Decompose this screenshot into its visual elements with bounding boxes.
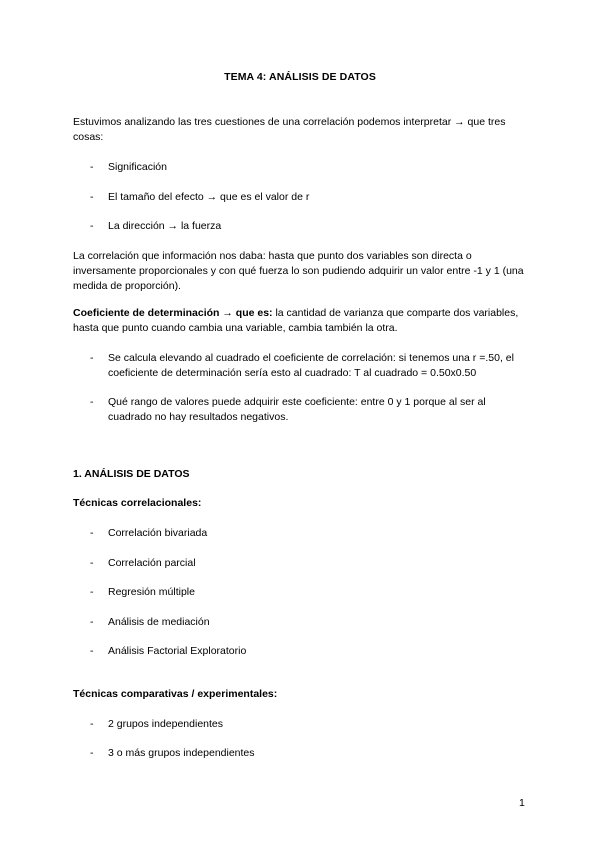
list-item — [90, 160, 530, 175]
bullet-dash: - — [90, 527, 94, 539]
list-item-text: El tamaño del efecto → que es el valor de r — [108, 191, 310, 203]
list-item-text: Se calcula elevando al cuadrado el coeficiente de correlación: si tenemos una r =.50, el coeficiente de determinación sería esto al cuadrado: T al cuadrado = 0.50x0.50 — [108, 352, 514, 379]
list-item — [90, 746, 530, 761]
list-item — [90, 644, 530, 659]
list-item — [90, 585, 530, 600]
list-item-text: Análisis Factorial Exploratorio — [108, 645, 247, 657]
bullet-dash: - — [90, 191, 94, 203]
list-item — [90, 556, 530, 571]
page-number: 1 — [519, 797, 525, 809]
determination-text: la cantidad de varianza que comparte dos variables, hasta que punto cuando cambia una variable, cambia también la otra. — [73, 307, 519, 334]
list-item — [90, 615, 530, 630]
list-item-text: Regresión múltiple — [108, 586, 195, 598]
bullet-dash: - — [90, 616, 94, 628]
intro-paragraph: Estuvimos analizando las tres cuestiones de una correlación podemos interpretar → que tres cosas: — [73, 116, 506, 143]
correlation-paragraph: La correlación que información nos daba: hasta que punto dos variables son directa o inversamente proporcionales y con qué fuerza lo son pudiendo adquirir un valor entre -1 y 1 (una medida de proporción). — [73, 250, 524, 292]
section-heading: 1. ANÁLISIS DE DATOS — [73, 468, 190, 480]
bullet-dash: - — [90, 396, 94, 408]
list-item-text: La dirección → la fuerza — [108, 220, 222, 232]
determination-term: Coeficiente de determinación → que es: — [73, 307, 273, 319]
bullet-dash: - — [90, 220, 94, 232]
bullet-dash: - — [90, 645, 94, 657]
bullet-dash: - — [90, 747, 94, 759]
bullet-dash: - — [90, 352, 94, 364]
list-item-text: Qué rango de valores puede adquirir este coeficiente: entre 0 y 1 porque al ser al cuadrado no hay resultados negativos. — [108, 396, 486, 423]
bullet-dash: - — [90, 586, 94, 598]
list-item — [90, 717, 530, 732]
list-item-text: Correlación parcial — [108, 557, 196, 569]
list-item — [90, 526, 530, 541]
bullet-dash: - — [90, 557, 94, 569]
list-item-text: 2 grupos independientes — [108, 718, 224, 730]
list-item — [90, 351, 530, 381]
list-item — [90, 190, 530, 205]
list-item — [90, 219, 530, 234]
bullet-dash: - — [90, 161, 94, 173]
subsection-heading: Técnicas correlacionales: — [73, 497, 202, 509]
list-item-text: Significación — [108, 161, 167, 173]
list-item — [90, 395, 530, 425]
list-item-text: Correlación bivariada — [108, 527, 208, 539]
list-item-text: Análisis de mediación — [108, 616, 210, 628]
page-title: TEMA 4: ANÁLISIS DE DATOS — [224, 71, 376, 83]
subsection-heading: Técnicas comparativas / experimentales: — [73, 688, 278, 700]
determination-paragraph — [73, 306, 528, 336]
bullet-dash: - — [90, 718, 94, 730]
list-item-text: 3 o más grupos independientes — [108, 747, 255, 759]
